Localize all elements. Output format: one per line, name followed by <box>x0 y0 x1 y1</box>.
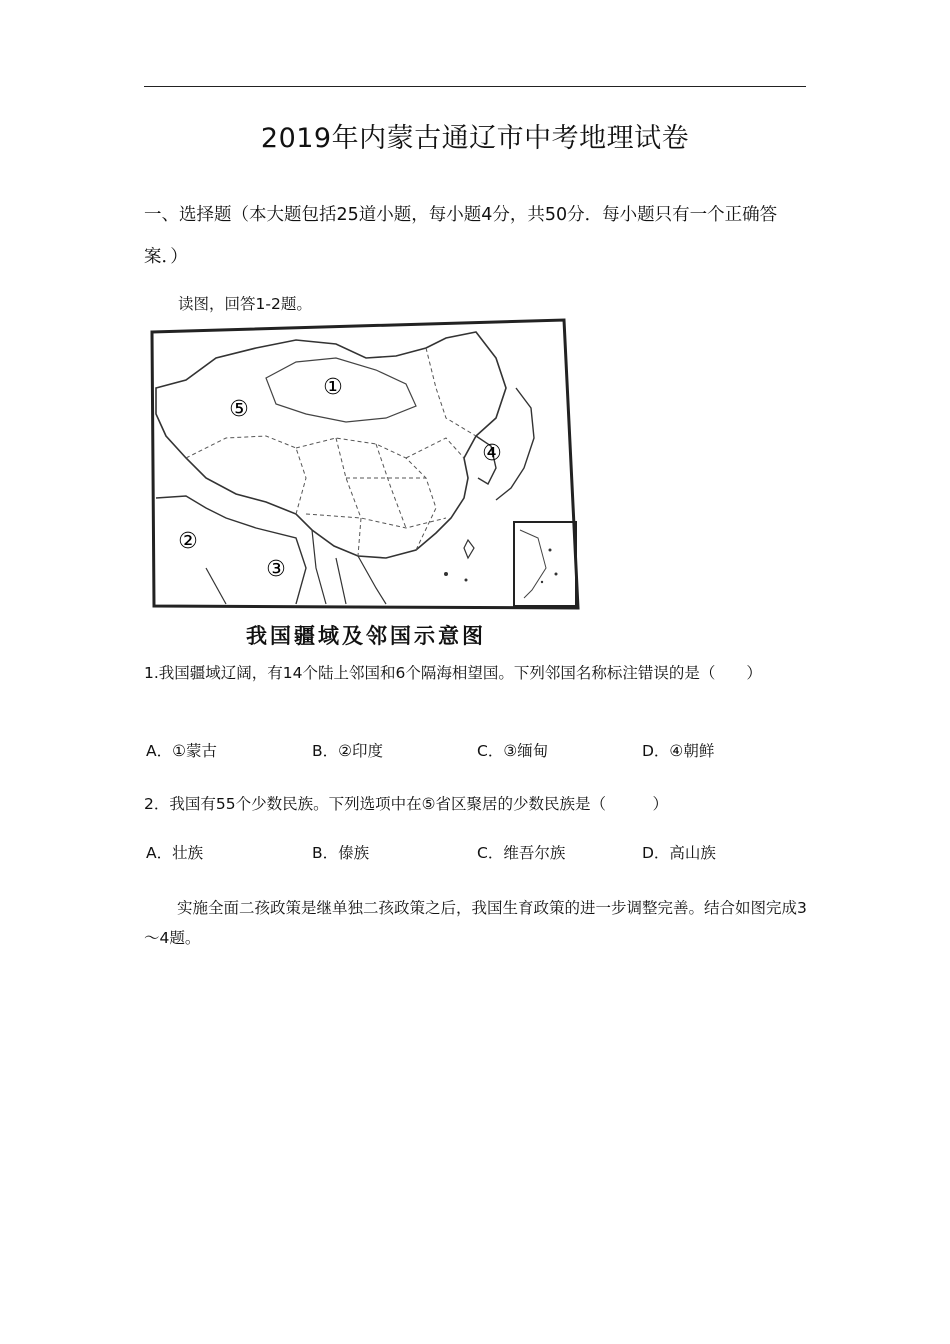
section-header: 一、选择题（本大题包括25道小题，每小题4分，共50分．每小题只有一个正确答案．） <box>144 205 778 267</box>
q2-option-b: B．傣族 <box>312 844 370 862</box>
map-marker-3: ③ <box>266 557 286 582</box>
header-rule <box>144 86 806 87</box>
question-2-stem: 2．我国有55个少数民族。下列选项中在⑤省区聚居的少数民族是（ ） <box>144 795 668 813</box>
page-title: 2019年内蒙古通辽市中考地理试卷 <box>260 123 690 154</box>
map-marker-4: ④ <box>482 441 502 466</box>
question-1-options <box>146 739 806 763</box>
q1-option-c: C．③缅甸 <box>477 742 549 760</box>
q2-option-a: A．壮族 <box>146 844 204 862</box>
q2-option-d: D．高山族 <box>642 844 716 862</box>
question-2-options <box>146 841 806 865</box>
china-neighbors-map <box>146 318 586 613</box>
intro-text: 读图，回答1-2题。 <box>178 295 312 313</box>
map-marker-2: ② <box>178 529 198 554</box>
q2-option-c: C．维吾尔族 <box>477 844 566 862</box>
map-caption: 我国疆域及邻国示意图 <box>246 623 486 648</box>
map-marker-5: ⑤ <box>229 397 249 422</box>
q1-option-b: B．②印度 <box>312 742 384 760</box>
q1-option-d: D．④朝鲜 <box>642 742 715 760</box>
q1-option-a: A．①蒙古 <box>146 742 217 760</box>
question-1-stem: 1.我国疆域辽阔，有14个陆上邻国和6个隔海相望国。下列邻国名称标注错误的是（ ） <box>144 664 762 682</box>
paragraph-3-4: 实施全面二孩政策是继单独二孩政策之后，我国生育政策的进一步调整完善。结合如图完成3～4题。 <box>144 899 807 947</box>
map-marker-1: ① <box>323 375 343 400</box>
